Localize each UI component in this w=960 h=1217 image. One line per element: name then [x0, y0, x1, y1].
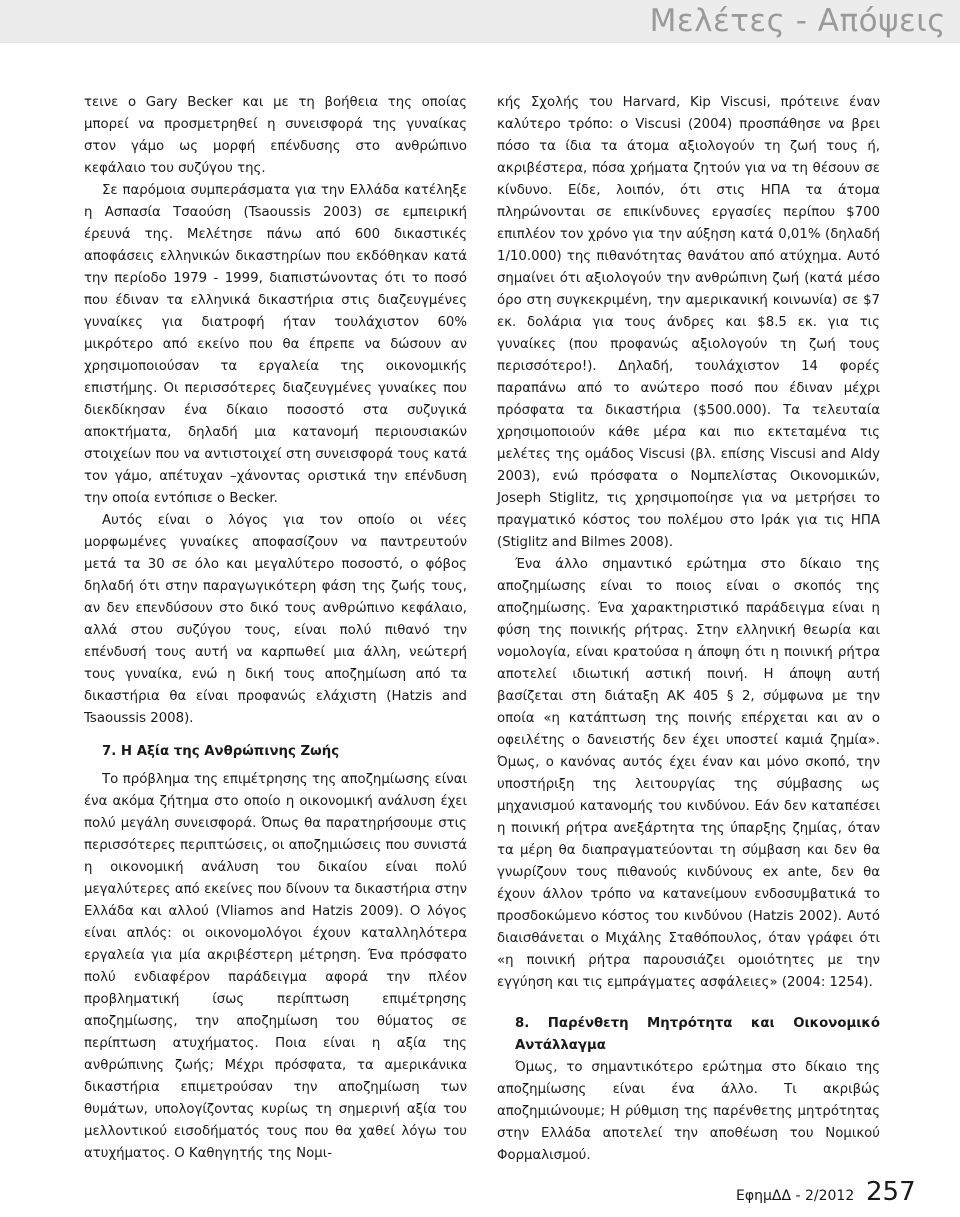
right-column	[497, 92, 880, 1167]
paragraph: Σε παρόμοια συμπεράσματα για την Ελλάδα κατέληξε η Ασπασία Τσαούση (Tsaoussis 2003) σε εμπειρική έρευνά της. Μελέτησε πάνω από 600 δικαστικές αποφάσεις ελληνικών δικαστηρίων που εκδόθηκαν κατά την περίοδο 1979 - 1999, διαπιστώνοντας ότι το ποσό που έδιναν τα ελληνικά δικαστήρια στις διαζευγμένες γυναίκες για διατροφή ήταν τουλάχιστον 60% μικρότερο από εκείνο που θα έπρεπε να δώσουν αν χρησιμοποιούσαν τα εργαλεία της οικονομικής επιστήμης. Οι περισσότερες διαζευγμένες γυναίκες που διεκδίκησαν ένα δίκαιο ποσοστό στα συζυγικά αποκτήματα, δηλαδή μια κατανομή περιουσιακών στοιχείων που να αντιστοιχεί στη συνεισφορά τους κατά τον γάμο, απέτυχαν –χάνοντας οριστικά την επένδυση την οποία εντόπισε ο Becker.	[84, 183, 467, 506]
paragraph: κής Σχολής του Harvard, Kip Viscusi, πρότεινε έναν καλύτερο τρόπο: ο Viscusi (2004) προσπάθησε να βρει πόσο τα ίδια τα άτομα αξιολογούν τη ζωή τους ή, ακριβέστερα, πόσα χρήματα ζητούν για να τη θέσουν σε κίνδυνο. Είδε, λοιπόν, ότι στις ΗΠΑ τα άτομα πληρώνονται σε επικίνδυνες εργασίες περίπου $700 επιπλέον τον χρόνο για την αύξηση κατά 0,01% (δηλαδή 1/10.000) της πιθανότητας θανάτου από ατύχημα. Αυτό σημαίνει ότι αξιολογούν την ανθρώπινη ζωή (κατά μέσο όρο στη συγκεκριμένη, την αμερικανική κοινωνία) σε $7 εκ. δολάρια για τους άνδρες και $8.5 εκ. για τις γυναίκες (που προφανώς αξιολογούν τη ζωή τους περισσότερο!). Δηλαδή, τουλάχιστον 14 φορές παραπάνω από το ανώτερο ποσό που έδιναν μέχρι πρόσφατα τα δικαστήρια ($500.000). Τα τελευταία χρησιμοποιούν κάθε μέρα και πιο εκτεταμένα τις μελέτες της ομάδος Viscusi (βλ. επίσης Viscusi and Aldy 2003), ενώ πρόσφατα ο Νομπελίστας Οικονομικών, Joseph Stiglitz, τις χρησιμοποίησε για να μετρήσει το πραγματικό κόστος του πολέμου στο Ιράκ για τις ΗΠΑ (Stiglitz and Bilmes 2008).	[497, 95, 880, 550]
paragraph: Όμως, το σημαντικότερο ερώτημα στο δίκαιο της αποζημίωσης είναι ένα άλλο. Τι ακριβώς αποζημιώνουμε; Η ρύθμιση της παρένθετης μητρότητας στην Ελλάδα αποτελεί την αποθέωση του Νομικού Φορμαλισμού.	[497, 1060, 880, 1163]
section-heading-8: 8. Παρένθετη Μητρότητα και Οικονομικό Αντάλλαγμα	[515, 1016, 880, 1053]
paragraph: Ένα άλλο σημαντικό ερώτημα στο δίκαιο της αποζημίωσης είναι το ποιος είναι ο σκοπός της αποζημίωσης. Ένα χαρακτηριστικό παράδειγμα είναι η φύση της ποινικής ρήτρας. Στην ελληνική θεωρία και νομολογία, είναι κρατούσα η άποψη ότι η ποινική ρήτρα αποτελεί ιδιωτική αστική ποινή. Η άποψη αυτή βασίζεται στη διάταξη ΑΚ 405 § 2, σύμφωνα με την οποία «η κατάπτωση της ποινής επέρχεται και αν ο οφειλέτης ο δανειστής δεν έχει υποστεί καμιά ζημία». Όμως, ο κανόνας αυτός έχει έναν και μόνο σκοπό, την υποστήριξη της λειτουργίας της σύμβασης ως μηχανισμού κατανομής του κινδύνου. Εάν δεν καταπέσει η ποινική ρήτρα ανεξάρτητα της ύπαρξης ζημίας, όταν τα μέρη θα διαπραγματεύονται τη σύμβαση και δεν θα γνωρίζουν τους πιθανούς κινδύνους ex ante, δεν θα έχουν άλλον τρόπο να κατανείμουν ενδοσυμβατικά το προσδοκώμενο κόστος του κινδύνου (Hatzis 2002). Αυτό διαισθάνεται ο Μιχάλης Σταθόπουλος, όταν γράφει ότι «η ποινική ρήτρα παρουσιάζει ομοιότητες με την εγγύηση και τις εμπράγματες ασφάλειες» (2004: 1254).	[497, 557, 880, 990]
page-number: 257	[866, 1177, 916, 1207]
section-heading-7: 7. Η Αξία της Ανθρώπινης Ζωής	[102, 744, 340, 759]
journal-issue: ΕφημΔΔ - 2/2012	[736, 1188, 855, 1204]
paragraph: Αυτός είναι ο λόγος για τον οποίο οι νέες μορφωμένες γυναίκες αποφασίζουν να παντρευτούν μετά τα 30 σε όλο και μεγαλύτερο ποσοστό, ο φόβος δηλαδή ότι στην παραγωγικότερη φάση της ζωής τους, αν δεν επενδύσουν στο δικό τους ανθρώπινο κεφάλαιο, αλλά στου συζύγου τους, είναι πολύ πιθανό την επένδυσή τους αυτή να καρπωθεί μια άλλη, νεώτερή τους γυναίκα, ενώ η δική τους αποζημίωση από τα δικαστήρια θα είναι προφανώς ελάχιστη (Hatzis and Tsaoussis 2008).	[84, 513, 467, 726]
section-title: Μελέτες - Απόψεις	[649, 3, 946, 39]
paragraph: Το πρόβλημα της επιμέτρησης της αποζημίωσης είναι ένα ακόμα ζήτημα στο οποίο η οικονομική ανάλυση έχει πολύ μεγάλη συνεισφορά. Όπως θα παρατηρήσουμε στις περισσότερες περιπτώσεις, οι αποζημιώσεις που συνιστά η οικονομική ανάλυση του δικαίου είναι πολύ μεγαλύτερες από εκείνες που δίνουν τα δικαστήρια στην Ελλάδα και αλλού (Vliamos and Hatzis 2009). Ο λόγος είναι απλός: οι οικονομολόγοι έχουν καταλληλότερα εργαλεία για μία ακριβέστερη μέτρηση. Ένα πρόσφατο πολύ ενδιαφέρον παράδειγμα αφορά την πλέον προβληματική ίσως περίπτωση επιμέτρησης αποζημίωσης, την αποζημίωση του θύματος σε περίπτωση ατυχήματος. Ποια είναι η αξία της ανθρώπινης ζωής; Μέχρι πρόσφατα, τα αμερικάνικα δικαστήρια επιμετρούσαν την αποζημίωση των θυμάτων, υπολογίζοντας κυρίως τη σημερινή αξία του μελλοντικού εισοδήματός τους που θα χαθεί λόγω του ατυχήματος. Ο Καθηγητής της Νομι-	[84, 772, 467, 1161]
header-bar	[0, 0, 960, 43]
left-column	[84, 92, 467, 1165]
paragraph: τεινε ο Gary Becker και με τη βοήθεια της οποίας μπορεί να προσμετρηθεί η συνεισφορά της γυναίκας στον γάμο ως μορφή επένδυσης στο ανθρώπινο κεφάλαιο του συζύγου της.	[84, 95, 467, 176]
